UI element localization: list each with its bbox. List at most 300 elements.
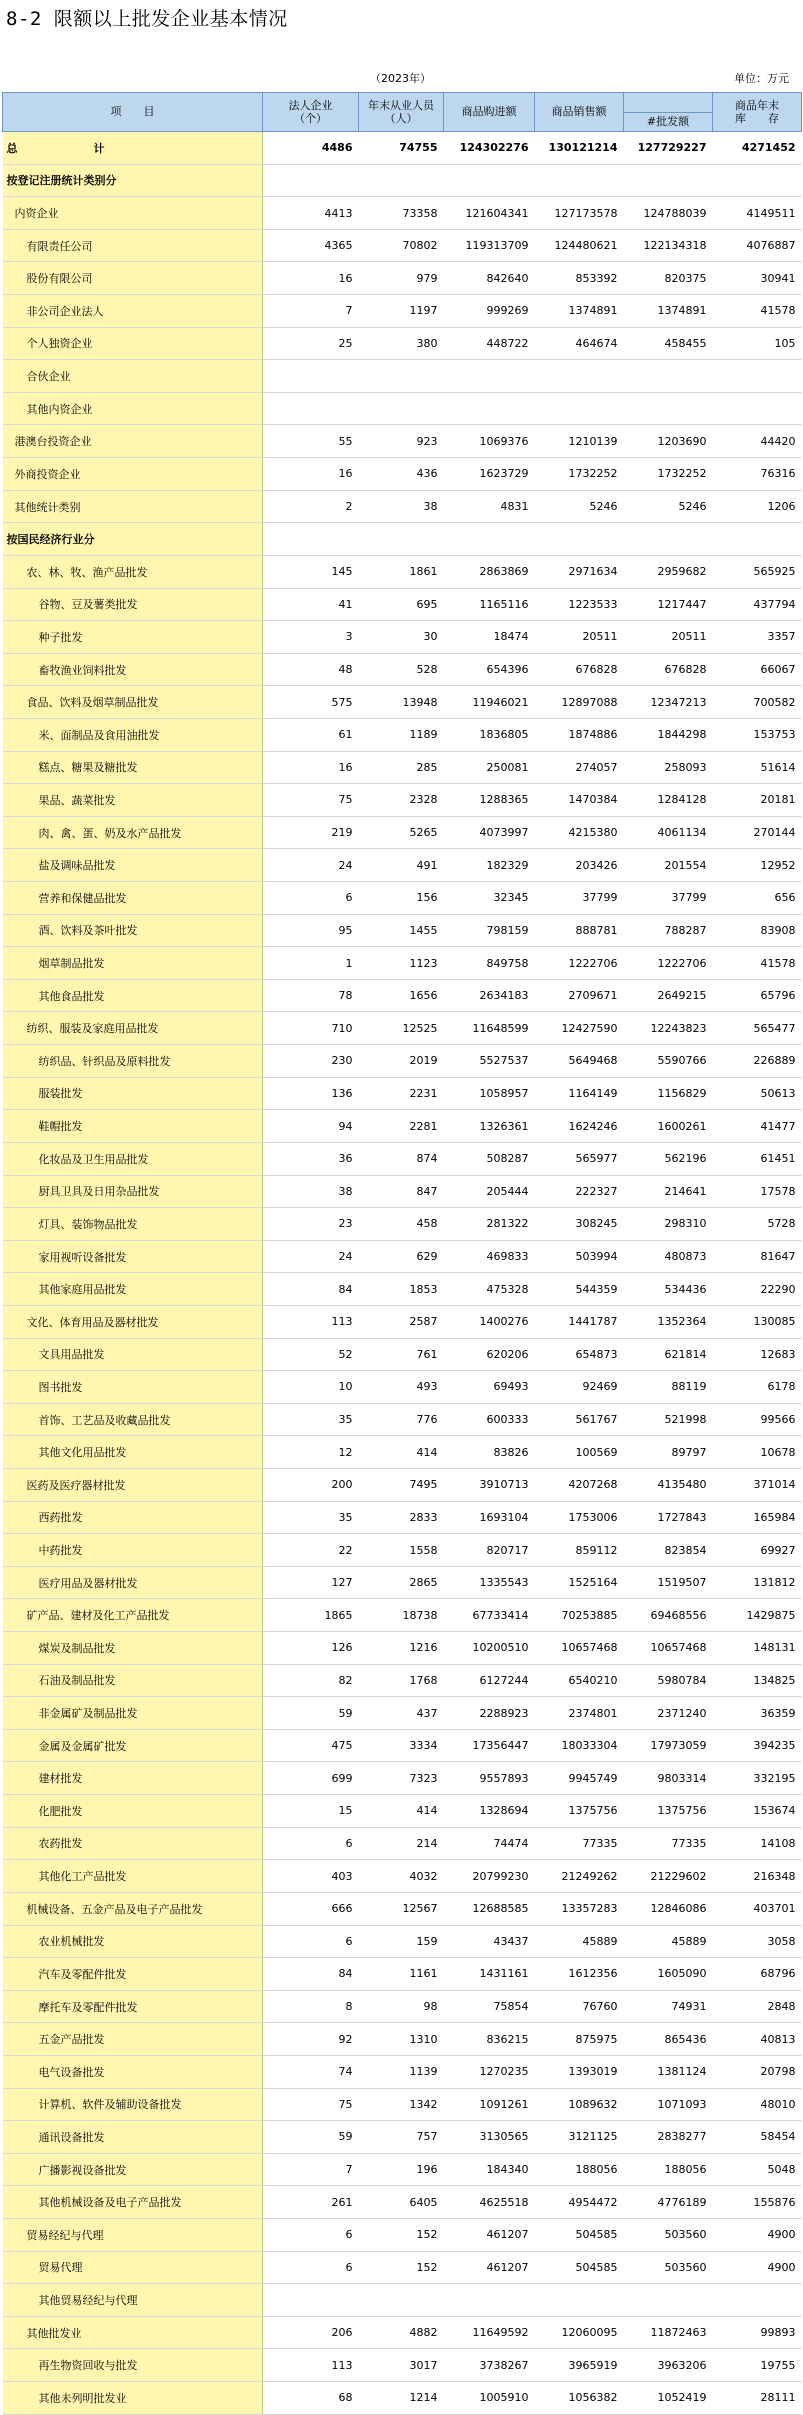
- row-label: 石油及制品批发: [3, 1664, 263, 1697]
- row-value: 2288923: [444, 1697, 535, 1730]
- row-value: 1753006: [535, 1501, 624, 1534]
- row-value: 695: [359, 588, 444, 621]
- row-value: 528: [359, 653, 444, 686]
- row-label: 首饰、工艺品及收藏品批发: [3, 1403, 263, 1436]
- row-value: 1165116: [444, 588, 535, 621]
- row-value: 1375756: [624, 1795, 713, 1828]
- row-value: 1328694: [444, 1795, 535, 1828]
- row-value: 503560: [624, 2251, 713, 2284]
- row-value: 21249262: [535, 1860, 624, 1893]
- row-value: 1374891: [624, 295, 713, 328]
- row-value: 148131: [713, 1632, 802, 1665]
- row-value: 159: [359, 1925, 444, 1958]
- row-value: 2231: [359, 1077, 444, 1110]
- row-value: 1089632: [535, 2088, 624, 2121]
- row-value: 1214: [359, 2382, 444, 2415]
- row-value: 1693104: [444, 1501, 535, 1534]
- table-row: [3, 2219, 802, 2252]
- row-value: 1441787: [535, 1305, 624, 1338]
- row-value: 1429875: [713, 1599, 802, 1632]
- row-value: 2863869: [444, 555, 535, 588]
- row-value: 69493: [444, 1371, 535, 1404]
- table-row: [3, 1925, 802, 1958]
- header-wholesale: #批发额: [624, 113, 713, 132]
- row-value: 65796: [713, 979, 802, 1012]
- row-value: 41: [263, 588, 359, 621]
- row-value: 458: [359, 1208, 444, 1241]
- row-value: 5246: [535, 490, 624, 523]
- row-value: 4149511: [713, 197, 802, 230]
- row-value: 5048: [713, 2153, 802, 2186]
- row-value: 4413: [263, 197, 359, 230]
- row-label: 矿产品、建材及化工产品批发: [3, 1599, 263, 1632]
- row-value: 480873: [624, 1240, 713, 1273]
- row-value: [624, 392, 713, 425]
- row-value: 699: [263, 1762, 359, 1795]
- table-row: [3, 1632, 802, 1665]
- row-value: 74: [263, 2055, 359, 2088]
- row-value: 214: [359, 1827, 444, 1860]
- row-value: 308245: [535, 1208, 624, 1241]
- table-row: [3, 882, 802, 915]
- row-value: [444, 360, 535, 393]
- row-label: 有限责任公司: [3, 229, 263, 262]
- row-value: 461207: [444, 2219, 535, 2252]
- row-value: 414: [359, 1436, 444, 1469]
- row-value: 1624246: [535, 1110, 624, 1143]
- row-value: 436: [359, 458, 444, 491]
- table-row: [3, 295, 802, 328]
- row-value: 710: [263, 1012, 359, 1045]
- row-value: [535, 164, 624, 197]
- table-row: [3, 1338, 802, 1371]
- row-value: 5728: [713, 1208, 802, 1241]
- row-value: 6: [263, 1827, 359, 1860]
- row-value: 261: [263, 2186, 359, 2219]
- row-value: 13357283: [535, 1892, 624, 1925]
- row-value: 4135480: [624, 1468, 713, 1501]
- row-value: 74474: [444, 1827, 535, 1860]
- row-value: [624, 2284, 713, 2317]
- table-row: [3, 555, 802, 588]
- row-value: [624, 164, 713, 197]
- row-value: 52: [263, 1338, 359, 1371]
- row-value: 152: [359, 2219, 444, 2252]
- row-value: 36359: [713, 1697, 802, 1730]
- row-value: [624, 523, 713, 556]
- row-value: 6: [263, 2219, 359, 2252]
- row-value: 285: [359, 751, 444, 784]
- row-label: 医疗用品及器材批发: [3, 1566, 263, 1599]
- row-value: 1222706: [624, 947, 713, 980]
- table-row: [3, 1990, 802, 2023]
- row-value: 20511: [624, 621, 713, 654]
- row-value: 7: [263, 295, 359, 328]
- row-value: 18474: [444, 621, 535, 654]
- row-value: 61451: [713, 1142, 802, 1175]
- row-value: 75854: [444, 1990, 535, 2023]
- row-value: 4076887: [713, 229, 802, 262]
- table-row: [3, 588, 802, 621]
- row-value: 1335543: [444, 1566, 535, 1599]
- table-row: [3, 621, 802, 654]
- row-value: 44420: [713, 425, 802, 458]
- table-row: [3, 1762, 802, 1795]
- row-value: 3121125: [535, 2121, 624, 2154]
- row-value: 131812: [713, 1566, 802, 1599]
- row-value: 298310: [624, 1208, 713, 1241]
- row-value: 226889: [713, 1045, 802, 1078]
- row-value: 1: [263, 947, 359, 980]
- row-value: 9945749: [535, 1762, 624, 1795]
- row-value: 1656: [359, 979, 444, 1012]
- table-row: [3, 132, 802, 165]
- table-row: [3, 1436, 802, 1469]
- row-value: 5590766: [624, 1045, 713, 1078]
- row-value: [535, 523, 624, 556]
- row-value: 70802: [359, 229, 444, 262]
- row-value: 461207: [444, 2251, 535, 2284]
- row-value: 113: [263, 2349, 359, 2382]
- row-value: 20799230: [444, 1860, 535, 1893]
- row-label: 图书批发: [3, 1371, 263, 1404]
- row-label: 文具用品批发: [3, 1338, 263, 1371]
- table-row: [3, 653, 802, 686]
- table-row: [3, 686, 802, 719]
- table-row: [3, 1142, 802, 1175]
- table-row: [3, 979, 802, 1012]
- row-value: [359, 2284, 444, 2317]
- row-label: 烟草制品批发: [3, 947, 263, 980]
- row-value: 2587: [359, 1305, 444, 1338]
- row-value: 12243823: [624, 1012, 713, 1045]
- table-row: [3, 1208, 802, 1241]
- row-value: 504585: [535, 2251, 624, 2284]
- row-value: 130085: [713, 1305, 802, 1338]
- row-value: 3058: [713, 1925, 802, 1958]
- row-value: 999269: [444, 295, 535, 328]
- row-value: 676828: [624, 653, 713, 686]
- row-label: 其他内资企业: [3, 392, 263, 425]
- row-value: 4365: [263, 229, 359, 262]
- row-value: 4073997: [444, 816, 535, 849]
- row-value: 2371240: [624, 1697, 713, 1730]
- row-value: 13948: [359, 686, 444, 719]
- row-value: 1210139: [535, 425, 624, 458]
- row-value: 95: [263, 914, 359, 947]
- row-value: 2634183: [444, 979, 535, 1012]
- row-value: 4032: [359, 1860, 444, 1893]
- row-value: 7: [263, 2153, 359, 2186]
- table-row: [3, 2284, 802, 2317]
- row-value: 214641: [624, 1175, 713, 1208]
- row-value: 6: [263, 2251, 359, 2284]
- row-value: 81647: [713, 1240, 802, 1273]
- row-label: 其他文化用品批发: [3, 1436, 263, 1469]
- table-row: [3, 425, 802, 458]
- row-value: 30: [359, 621, 444, 654]
- row-value: 1161: [359, 1958, 444, 1991]
- row-value: 35: [263, 1403, 359, 1436]
- row-value: 5246: [624, 490, 713, 523]
- row-value: 11946021: [444, 686, 535, 719]
- row-value: 24: [263, 1240, 359, 1273]
- row-value: 3017: [359, 2349, 444, 2382]
- row-value: 82: [263, 1664, 359, 1697]
- row-label: 机械设备、五金产品及电子产品批发: [3, 1892, 263, 1925]
- row-value: 1223533: [535, 588, 624, 621]
- row-label: 文化、体育用品及器材批发: [3, 1305, 263, 1338]
- row-value: 78: [263, 979, 359, 1012]
- row-value: 5649468: [535, 1045, 624, 1078]
- row-value: [713, 360, 802, 393]
- row-value: [444, 164, 535, 197]
- table-row: [3, 1045, 802, 1078]
- row-value: 6540210: [535, 1664, 624, 1697]
- row-label: 外商投资企业: [3, 458, 263, 491]
- row-value: 1284128: [624, 784, 713, 817]
- row-value: 923: [359, 425, 444, 458]
- row-value: 380: [359, 327, 444, 360]
- table-row: [3, 1077, 802, 1110]
- row-value: 16: [263, 458, 359, 491]
- row-value: 24: [263, 849, 359, 882]
- row-label: 家用视听设备批发: [3, 1240, 263, 1273]
- row-label: 其他家庭用品批发: [3, 1273, 263, 1306]
- row-value: 2971634: [535, 555, 624, 588]
- row-value: 2328: [359, 784, 444, 817]
- row-value: 35: [263, 1501, 359, 1534]
- row-value: 394235: [713, 1729, 802, 1762]
- header-stock-line1: 商品年末: [735, 99, 779, 112]
- header-stock-line2: 库 存: [735, 112, 779, 125]
- row-value: 83908: [713, 914, 802, 947]
- row-value: 17973059: [624, 1729, 713, 1762]
- row-value: 2709671: [535, 979, 624, 1012]
- row-label: 非金属矿及制品批发: [3, 1697, 263, 1730]
- row-label: 医药及医疗器材批发: [3, 1468, 263, 1501]
- row-value: 562196: [624, 1142, 713, 1175]
- row-value: 1853: [359, 1273, 444, 1306]
- row-value: [535, 2284, 624, 2317]
- row-value: 3963206: [624, 2349, 713, 2382]
- header-stock: [713, 93, 802, 132]
- header-legal-entities: [263, 93, 359, 132]
- row-value: 41477: [713, 1110, 802, 1143]
- row-label: 计算机、软件及辅助设备批发: [3, 2088, 263, 2121]
- row-value: 12525: [359, 1012, 444, 1045]
- row-value: 121604341: [444, 197, 535, 230]
- row-value: [263, 360, 359, 393]
- row-value: 6178: [713, 1371, 802, 1404]
- row-label: 再生物资回收与批发: [3, 2349, 263, 2382]
- row-value: 40813: [713, 2023, 802, 2056]
- row-value: 600333: [444, 1403, 535, 1436]
- row-value: 92: [263, 2023, 359, 2056]
- row-value: 448722: [444, 327, 535, 360]
- row-label: 纺织品、针织品及原料批发: [3, 1045, 263, 1078]
- row-label: 米、面制品及食用油批发: [3, 718, 263, 751]
- row-value: 216348: [713, 1860, 802, 1893]
- row-value: 48: [263, 653, 359, 686]
- row-value: 2838277: [624, 2121, 713, 2154]
- row-value: 1005910: [444, 2382, 535, 2415]
- row-value: 25: [263, 327, 359, 360]
- row-value: 145: [263, 555, 359, 588]
- table-row: [3, 197, 802, 230]
- row-value: 45889: [535, 1925, 624, 1958]
- table-row: [3, 1697, 802, 1730]
- row-value: 99566: [713, 1403, 802, 1436]
- row-value: 9803314: [624, 1762, 713, 1795]
- table-row: [3, 914, 802, 947]
- row-value: 156: [359, 882, 444, 915]
- row-value: 32345: [444, 882, 535, 915]
- row-value: 75: [263, 2088, 359, 2121]
- row-value: 230: [263, 1045, 359, 1078]
- row-value: 5265: [359, 816, 444, 849]
- row-value: 1375756: [535, 1795, 624, 1828]
- row-label: 化妆品及卫生用品批发: [3, 1142, 263, 1175]
- row-value: 1270235: [444, 2055, 535, 2088]
- table-row: [3, 816, 802, 849]
- row-value: 458455: [624, 327, 713, 360]
- table-row: [3, 1240, 802, 1273]
- row-value: 1623729: [444, 458, 535, 491]
- row-value: 534436: [624, 1273, 713, 1306]
- table-row: [3, 1012, 802, 1045]
- row-label: 灯具、装饰物品批发: [3, 1208, 263, 1241]
- row-value: 20181: [713, 784, 802, 817]
- table-row: [3, 1664, 802, 1697]
- row-value: 153753: [713, 718, 802, 751]
- row-value: 1374891: [535, 295, 624, 328]
- row-value: 544359: [535, 1273, 624, 1306]
- header-wholesale-blank: [624, 93, 713, 113]
- row-value: 89797: [624, 1436, 713, 1469]
- row-value: 853392: [535, 262, 624, 295]
- row-label: 通讯设备批发: [3, 2121, 263, 2154]
- row-value: 124788039: [624, 197, 713, 230]
- row-value: 59: [263, 1697, 359, 1730]
- row-value: [359, 164, 444, 197]
- row-value: 66067: [713, 653, 802, 686]
- row-value: 508287: [444, 1142, 535, 1175]
- row-value: 73358: [359, 197, 444, 230]
- row-value: 205444: [444, 1175, 535, 1208]
- row-value: 575: [263, 686, 359, 719]
- row-value: 629: [359, 1240, 444, 1273]
- row-value: 74755: [359, 132, 444, 165]
- row-value: 2649215: [624, 979, 713, 1012]
- row-value: 414: [359, 1795, 444, 1828]
- row-value: 1123: [359, 947, 444, 980]
- table-row: [3, 2023, 802, 2056]
- row-label: 西药批发: [3, 1501, 263, 1534]
- row-value: 2959682: [624, 555, 713, 588]
- row-value: 847: [359, 1175, 444, 1208]
- row-value: 1470384: [535, 784, 624, 817]
- row-label: 其他贸易经纪与代理: [3, 2284, 263, 2317]
- row-value: 1861: [359, 555, 444, 588]
- row-value: 10657468: [535, 1632, 624, 1665]
- row-label: 其他批发业: [3, 2316, 263, 2349]
- row-value: 823854: [624, 1534, 713, 1567]
- row-value: 621814: [624, 1338, 713, 1371]
- row-value: 201554: [624, 849, 713, 882]
- row-value: 22: [263, 1534, 359, 1567]
- row-value: [263, 2284, 359, 2317]
- row-value: 250081: [444, 751, 535, 784]
- row-value: 76316: [713, 458, 802, 491]
- row-value: 874: [359, 1142, 444, 1175]
- table-row: [3, 2055, 802, 2088]
- unit-note: 单位：万元: [734, 72, 789, 85]
- row-label: 汽车及零配件批发: [3, 1958, 263, 1991]
- row-label: 五金产品批发: [3, 2023, 263, 2056]
- row-value: 136: [263, 1077, 359, 1110]
- row-value: 503560: [624, 2219, 713, 2252]
- row-value: 1381124: [624, 2055, 713, 2088]
- row-value: 1189: [359, 718, 444, 751]
- row-label: 其他食品批发: [3, 979, 263, 1012]
- row-value: [713, 523, 802, 556]
- row-value: 11872463: [624, 2316, 713, 2349]
- row-value: 1052419: [624, 2382, 713, 2415]
- row-value: 100569: [535, 1436, 624, 1469]
- row-value: 1558: [359, 1534, 444, 1567]
- table-row: [3, 392, 802, 425]
- table-row: [3, 2251, 802, 2284]
- row-value: 88119: [624, 1371, 713, 1404]
- header-employees-line2: （人）: [384, 112, 418, 125]
- row-label: 化肥批发: [3, 1795, 263, 1828]
- row-value: 222327: [535, 1175, 624, 1208]
- table-row: [3, 2349, 802, 2382]
- row-value: 4776189: [624, 2186, 713, 2219]
- row-value: 10657468: [624, 1632, 713, 1665]
- row-value: 565925: [713, 555, 802, 588]
- row-value: 12: [263, 1436, 359, 1469]
- row-value: 270144: [713, 816, 802, 849]
- row-label: 厨具卫具及日用杂品批发: [3, 1175, 263, 1208]
- row-value: 565477: [713, 1012, 802, 1045]
- row-value: 3: [263, 621, 359, 654]
- row-label: 营养和保健品批发: [3, 882, 263, 915]
- header-employees: [359, 93, 444, 132]
- row-value: 59: [263, 2121, 359, 2154]
- row-value: 12567: [359, 1892, 444, 1925]
- row-label: 非公司企业法人: [3, 295, 263, 328]
- row-value: 4061134: [624, 816, 713, 849]
- table-row: [3, 1729, 802, 1762]
- row-value: 8: [263, 1990, 359, 2023]
- row-value: 1865: [263, 1599, 359, 1632]
- row-value: 152: [359, 2251, 444, 2284]
- row-label: 农、林、牧、渔产品批发: [3, 555, 263, 588]
- row-value: 99893: [713, 2316, 802, 2349]
- row-value: [624, 360, 713, 393]
- table-row: [3, 262, 802, 295]
- row-value: 2848: [713, 1990, 802, 2023]
- row-value: 219: [263, 816, 359, 849]
- row-value: 371014: [713, 1468, 802, 1501]
- row-value: 6: [263, 1925, 359, 1958]
- row-value: 565977: [535, 1142, 624, 1175]
- table-row: [3, 2088, 802, 2121]
- table-row: [3, 2186, 802, 2219]
- row-label: 金属及金属矿批发: [3, 1729, 263, 1762]
